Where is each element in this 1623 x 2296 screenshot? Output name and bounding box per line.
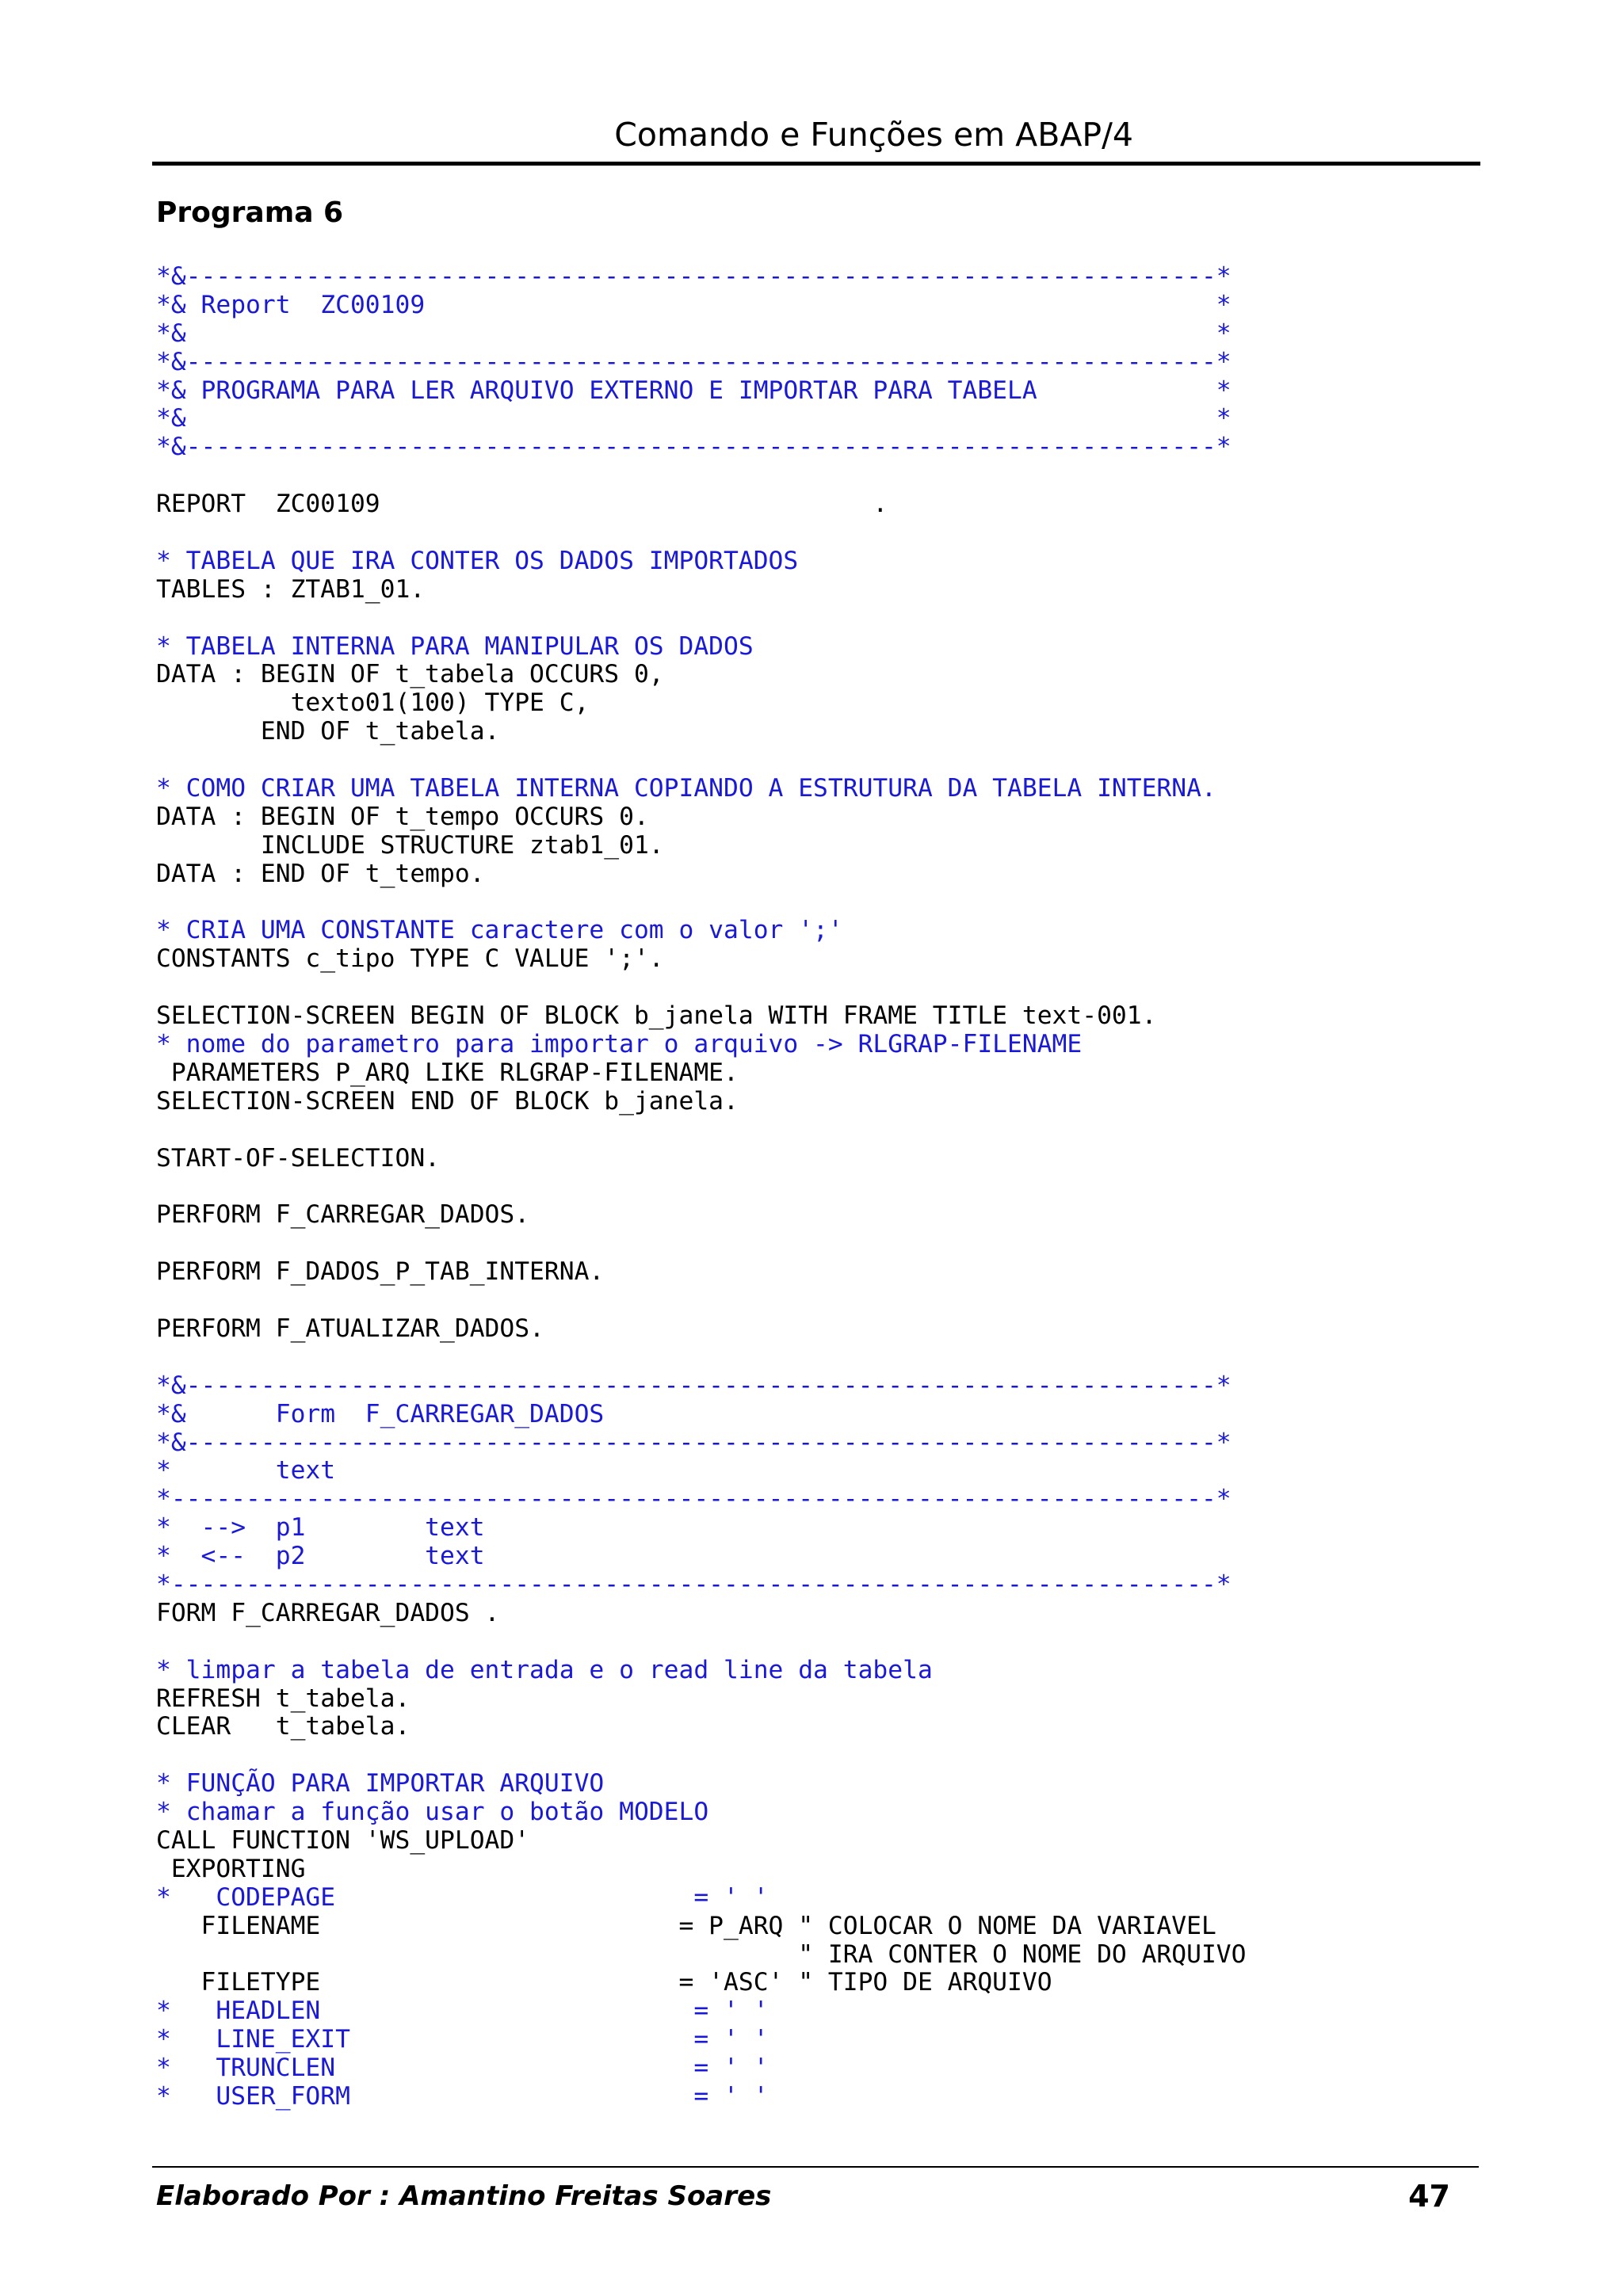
code-comment-line: * <-- p2 text <box>156 1542 485 1571</box>
code-line: TABLES : ZTAB1_01. <box>156 574 426 604</box>
code-line: DATA : BEGIN OF t_tempo OCCURS 0. <box>156 802 649 831</box>
code-blank-line <box>156 1230 1392 1258</box>
code-comment-line: *----------------------------------------------------------------------* <box>156 1569 1232 1599</box>
code-blank-line <box>156 519 1392 547</box>
code-line: EXPORTING <box>156 1854 306 1883</box>
code-blank-line <box>156 889 1392 917</box>
code-comment-line: * TABELA INTERNA PARA MANIPULAR OS DADOS <box>156 631 754 661</box>
code-comment-line: * USER_FORM = ' ' <box>156 2082 769 2111</box>
code-line: CLEAR t_tabela. <box>156 1712 411 1741</box>
code-comment-line: * limpar a tabela de entrada e o read line da tabela <box>156 1655 933 1684</box>
code-comment-line: *& Form F_CARREGAR_DADOS <box>156 1399 605 1428</box>
code-line: REFRESH t_tabela. <box>156 1684 411 1713</box>
code-blank-line <box>156 1344 1392 1372</box>
code-comment-line: *&---------------------------------------------------------------------* <box>156 347 1232 376</box>
code-line: DATA : BEGIN OF t_tabela OCCURS 0, <box>156 660 664 689</box>
code-comment-line: * chamar a função usar o botão MODELO <box>156 1798 709 1827</box>
code-comment-line: *&---------------------------------------------------------------------* <box>156 1428 1232 1457</box>
code-comment-line: * nome do parametro para importar o arquivo -> RLGRAP-FILENAME <box>156 1030 1083 1059</box>
code-line: CALL FUNCTION 'WS_UPLOAD' <box>156 1825 530 1855</box>
code-comment-line: * --> p1 text <box>156 1513 485 1543</box>
code-blank-line <box>156 605 1392 633</box>
code-comment-line: *&---------------------------------------------------------------------* <box>156 433 1232 462</box>
section-title: Programa 6 <box>156 196 344 229</box>
code-comment-line: * TRUNCLEN = ' ' <box>156 2054 769 2083</box>
code-blank-line <box>156 1287 1392 1315</box>
code-line: INCLUDE STRUCTURE ztab1_01. <box>156 830 664 860</box>
code-comment-line: * CRIA UMA CONSTANTE caractere com o valor ';' <box>156 916 843 945</box>
code-line: PERFORM F_ATUALIZAR_DADOS. <box>156 1314 544 1343</box>
code-comment-line: *&---------------------------------------------------------------------* <box>156 262 1232 291</box>
code-line: CONSTANTS c_tipo TYPE C VALUE ';'. <box>156 944 664 974</box>
code-comment-line: * HEADLEN = ' ' <box>156 1997 769 2026</box>
header-title: Comando e Funções em ABAP/4 <box>614 116 1133 154</box>
code-blank-line <box>156 462 1392 490</box>
code-line: FILETYPE = 'ASC' " TIPO DE ARQUIVO <box>156 1968 1052 1997</box>
code-comment-line: * text <box>156 1456 336 1486</box>
code-blank-line <box>156 1116 1392 1145</box>
code-blank-line <box>156 1741 1392 1770</box>
code-listing <box>156 263 1392 2111</box>
code-line: START-OF-SELECTION. <box>156 1143 441 1173</box>
code-line: " IRA CONTER O NOME DO ARQUIVO <box>156 1939 1247 1969</box>
code-line: SELECTION-SCREEN BEGIN OF BLOCK b_janela WITH FRAME TITLE text-001. <box>156 1001 1157 1031</box>
page-number: 47 <box>1408 2179 1450 2214</box>
code-comment-line: *&---------------------------------------------------------------------* <box>156 1371 1232 1400</box>
page-header <box>152 111 1480 166</box>
code-line: DATA : END OF t_tempo. <box>156 859 485 888</box>
code-comment-line: *& * <box>156 404 1232 433</box>
code-blank-line <box>156 974 1392 1002</box>
code-comment-line: *& PROGRAMA PARA LER ARQUIVO EXTERNO E IMPORTAR PARA TABELA * <box>156 376 1232 405</box>
code-comment-line: * TABELA QUE IRA CONTER OS DADOS IMPORTADOS <box>156 546 799 575</box>
footer-author: Elaborado Por : Amantino Freitas Soares <box>156 2180 772 2212</box>
code-comment-line: * COMO CRIAR UMA TABELA INTERNA COPIANDO A ESTRUTURA DA TABELA INTERNA. <box>156 774 1216 803</box>
code-comment-line: * LINE_EXIT = ' ' <box>156 2025 769 2054</box>
code-line: PERFORM F_CARREGAR_DADOS. <box>156 1200 530 1230</box>
code-comment-line: *----------------------------------------------------------------------* <box>156 1485 1232 1514</box>
code-blank-line <box>156 1628 1392 1657</box>
code-line: PERFORM F_DADOS_P_TAB_INTERNA. <box>156 1257 605 1287</box>
code-comment-line: *& Report ZC00109 * <box>156 290 1232 319</box>
code-comment-line: * CODEPAGE = ' ' <box>156 1882 769 1912</box>
page-footer <box>152 2166 1479 2218</box>
code-line: FORM F_CARREGAR_DADOS . <box>156 1598 500 1627</box>
code-line: texto01(100) TYPE C, <box>156 688 590 718</box>
code-line: REPORT ZC00109 . <box>156 490 888 519</box>
code-blank-line <box>156 746 1392 775</box>
code-line: END OF t_tabela. <box>156 717 500 746</box>
code-blank-line <box>156 1173 1392 1202</box>
code-comment-line: * FUNÇÃO PARA IMPORTAR ARQUIVO <box>156 1769 605 1798</box>
code-line: SELECTION-SCREEN END OF BLOCK b_janela. <box>156 1086 739 1116</box>
code-line: PARAMETERS P_ARQ LIKE RLGRAP-FILENAME. <box>156 1058 739 1087</box>
code-comment-line: *& * <box>156 318 1232 348</box>
code-line: FILENAME = P_ARQ " COLOCAR O NOME DA VARIAVEL <box>156 1911 1216 1940</box>
